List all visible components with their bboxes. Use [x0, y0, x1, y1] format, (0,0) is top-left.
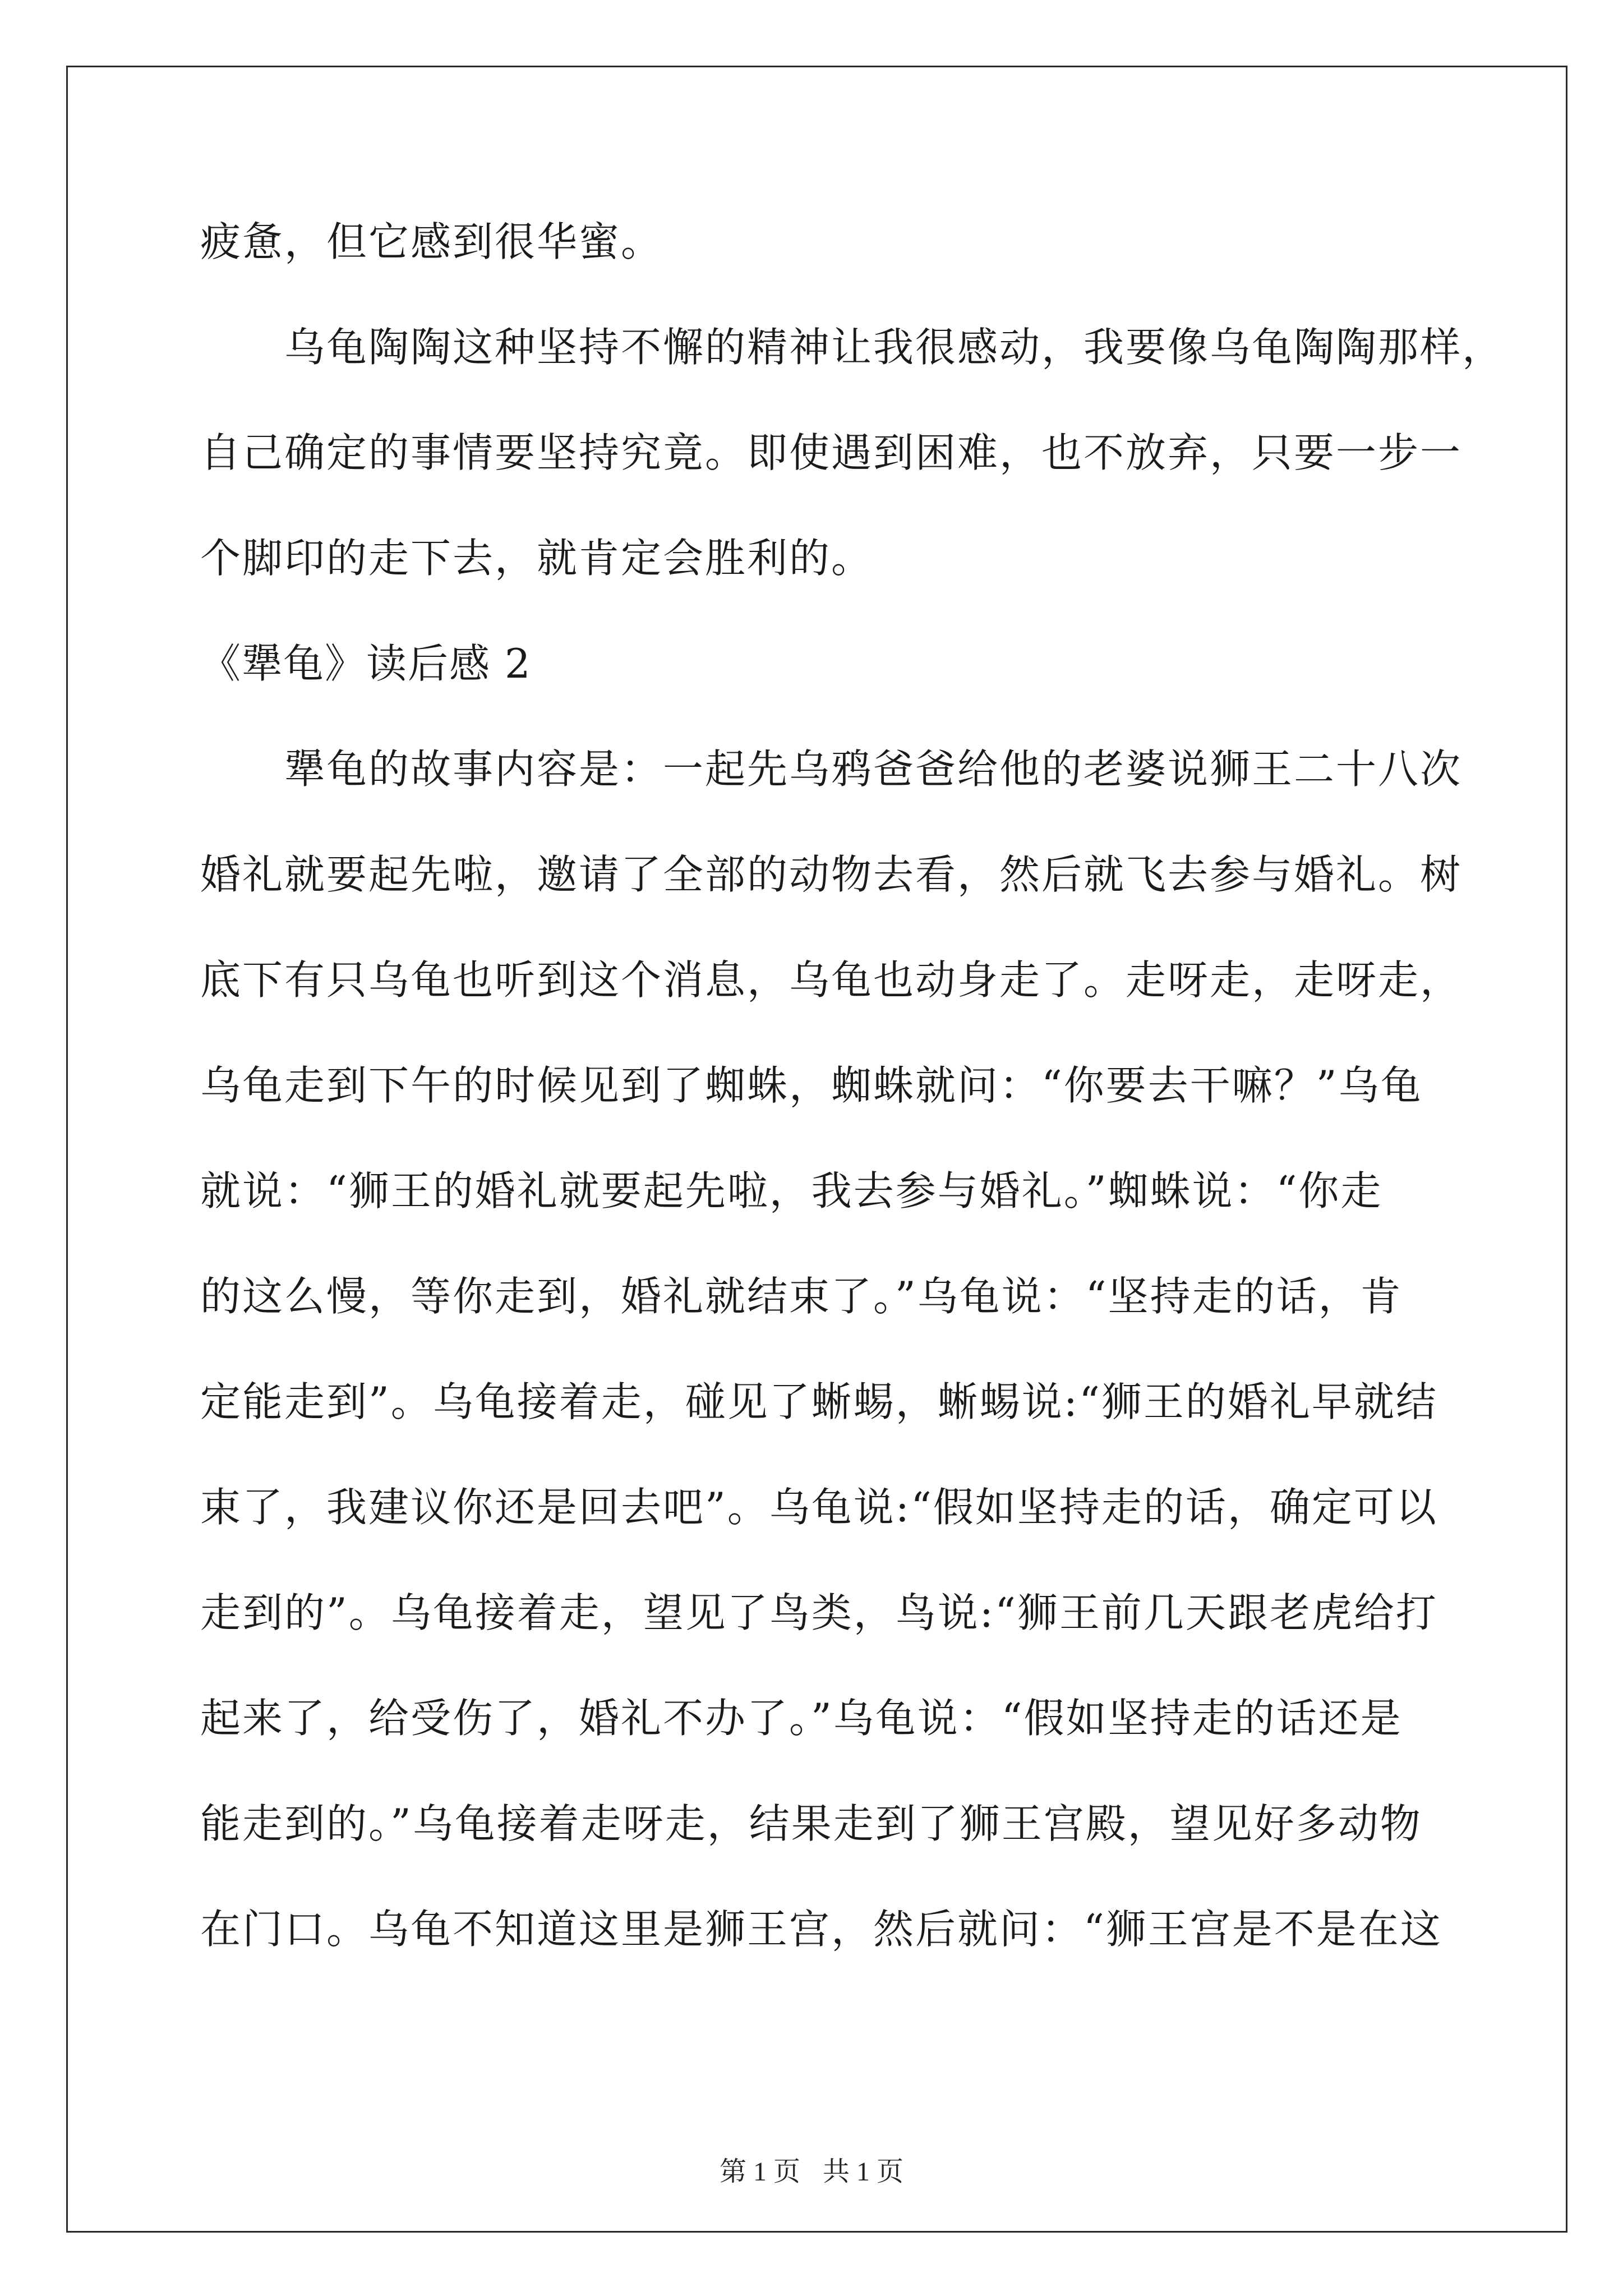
paragraph-line: 疲惫，但它感到很华蜜。	[200, 218, 663, 265]
document-body	[200, 189, 1505, 1982]
paragraph-line: 犟龟的故事内容是：一起先乌鸦爸爸给他的老婆说狮王二十八次	[284, 746, 1463, 793]
paragraph-line: 定能走到”。乌龟接着走，碰见了蜥蜴，蜥蜴说:“狮王的婚礼早就结	[200, 1378, 1438, 1425]
paragraph-line: 个脚印的走下去，就肯定会胜利的。	[200, 535, 874, 582]
section-heading: 《犟龟》读后感 2	[200, 640, 532, 687]
paragraph-line: 走到的”。乌龟接着走，望见了鸟类，鸟说:“狮王前几天跟老虎给打	[200, 1589, 1438, 1636]
paragraph-line: 束了，我建议你还是回去吧”。乌龟说:“假如坚持走的话，确定可以	[200, 1484, 1438, 1531]
paragraph-line: 在门口。乌龟不知道这里是狮王宫，然后就问：“狮王宫是不是在这	[200, 1906, 1442, 1953]
paragraph-line: 的这么慢，等你走到，婚礼就结束了。”乌龟说：“坚持走的话，肯	[200, 1273, 1403, 1320]
paragraph-line: 婚礼就要起先啦，邀请了全部的动物去看，然后就飞去参与婚礼。树	[200, 851, 1463, 898]
paragraph-line: 起来了，给受伤了，婚礼不办了。”乌龟说：“假如坚持走的话还是	[200, 1695, 1403, 1742]
paragraph-line: 乌龟陶陶这种坚持不懈的精神让我很感动，我要像乌龟陶陶那样，	[284, 324, 1505, 371]
page-number: 第 1 页	[719, 2157, 800, 2187]
paragraph-line: 乌龟走到下午的时候见到了蜘蛛，蜘蛛就问：“你要去干嘛？”乌龟	[200, 1062, 1423, 1109]
paragraph-line: 就说：“狮王的婚礼就要起先啦，我去参与婚礼。”蜘蛛说：“你走	[200, 1167, 1383, 1214]
paragraph-line: 能走到的。”乌龟接着走呀走，结果走到了狮王宫殿，望见好多动物	[200, 1800, 1422, 1847]
page-footer	[0, 2155, 1623, 2189]
paragraph-line: 自己确定的事情要坚持究竟。即使遇到困难，也不放弃，只要一步一	[200, 429, 1463, 476]
paragraph-line: 底下有只乌龟也听到这个消息，乌龟也动身走了。走呀走，走呀走，	[200, 956, 1463, 1004]
page-total: 共 1 页	[823, 2157, 904, 2187]
